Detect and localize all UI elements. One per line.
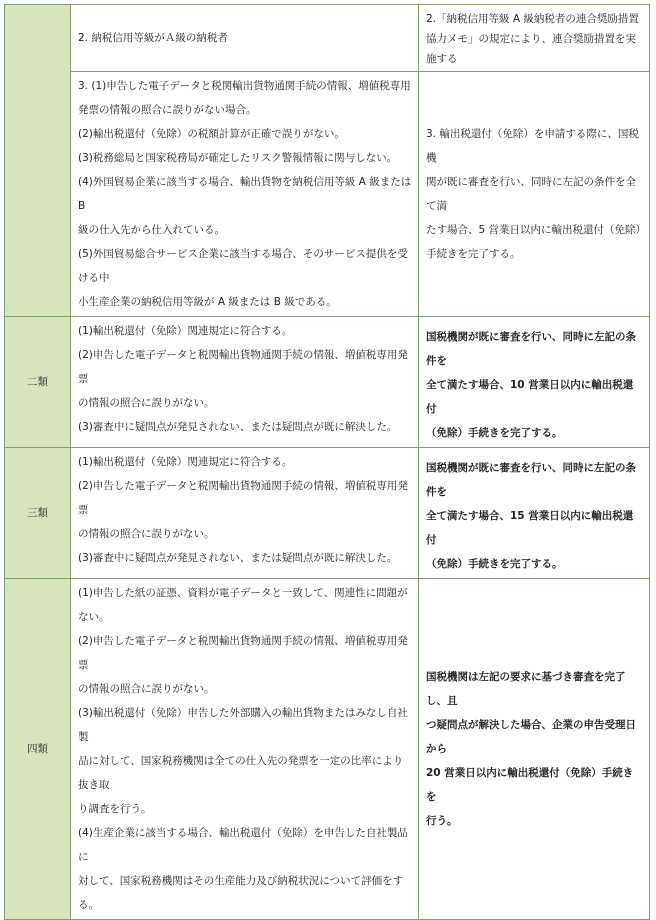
- condition-line: 対して、国家税務機関はその生産能力及び納税状況について評価をする。: [78, 875, 404, 911]
- condition-line: (4)生産企業に該当する場合、輸出税還付（免除）を申告した自社製品に: [78, 827, 408, 863]
- table-row: [5, 317, 650, 448]
- condition-line: 級の仕入先から仕入れている。: [78, 224, 225, 236]
- condition-line: 3. (1)申告した電子データと税関輸出貨物通関手続の情報、増値税専用: [78, 80, 411, 92]
- measures-cell: [419, 317, 650, 448]
- measure-line: つ疑問点が解決した場合、企業の申告受理日から: [426, 719, 636, 755]
- table-row: [5, 5, 650, 72]
- condition-line: (4)外国貿易企業に該当する場合、輸出貨物を納税信用等級 A 級または B: [78, 176, 412, 212]
- table-row: [5, 579, 650, 920]
- tax-rebate-table: [4, 4, 650, 920]
- conditions-cell: [71, 579, 419, 920]
- category-cell-2: 二類: [5, 317, 71, 448]
- condition-line: (2)申告した電子データと税関輸出貨物通関手続の情報、増値税専用発票: [78, 635, 408, 671]
- measure-line: 関が既に審査を行い、同時に左記の条件を全て満: [426, 176, 636, 212]
- condition-line: (2)申告した電子データと税関輸出貨物通関手続の情報、増値税専用発票: [78, 480, 408, 516]
- measure-line: （免除）手続きを完了する。: [426, 427, 563, 439]
- measure-line: （免除）手続きを完了する。: [426, 558, 563, 570]
- measures-cell: [419, 72, 650, 317]
- condition-line: (2)輸出税還付（免除）の税額計算が正確で誤りがない。: [78, 128, 345, 140]
- condition-line: (5)外国貿易総合サービス企業に該当する場合、そのサービス提供を受ける中: [78, 248, 408, 284]
- measures-cell: [419, 5, 650, 72]
- condition-line: (1)輸出税還付（免除）関連規定に符合する。: [78, 325, 293, 337]
- measures-cell: [419, 579, 650, 920]
- condition-line: (2)申告した電子データと税関輸出貨物通関手続の情報、増値税専用発票: [78, 349, 408, 385]
- measure-line: たす場合、5 営業日以内に輸出税還付（免除）: [426, 224, 647, 236]
- condition-line: の情報の照合に誤りがない。: [78, 528, 215, 540]
- measure-line: 手続きを完了する。: [426, 248, 521, 260]
- measures-cell: [419, 448, 650, 579]
- condition-line: (3)審査中に疑問点が発見されない、または疑問点が既に解決した。: [78, 421, 398, 433]
- measure-line: 協力メモ」の規定により、連合奨励措置を実施する: [426, 33, 636, 65]
- measure-line: 全て満たす場合、10 営業日以内に輸出税還付: [426, 379, 634, 415]
- table-row: [5, 72, 650, 317]
- measure-line: 国税機関が既に審査を行い、同時に左記の条件を: [426, 462, 636, 498]
- measure-line: 20 営業日以内に輸出税還付（免除）手続きを: [426, 767, 634, 803]
- condition-line: (3)審査中に疑問点が発見されない、または疑問点が既に解決した。: [78, 552, 398, 564]
- condition-line: 2. 納税信用等級がＡ級の納税者: [78, 32, 228, 44]
- condition-line: (1)輸出税還付（免除）関連規定に符合する。: [78, 456, 293, 468]
- condition-line: 品に対して、国家税務機関は全ての仕入先の発票を一定の比率により抜き取: [78, 755, 404, 791]
- table-row: [5, 448, 650, 579]
- condition-line: (1)申告した紙の証憑、資料が電子データと一致して、関連性に問題がない。: [78, 587, 408, 623]
- condition-line: 小生産企業の納税信用等級が A 級または B 級である。: [78, 296, 337, 308]
- condition-line: の情報の照合に誤りがない。: [78, 683, 215, 695]
- category-cell-1: [5, 5, 71, 317]
- conditions-cell: [71, 317, 419, 448]
- measure-line: 国税機関は左記の要求に基づき審査を完了し、且: [426, 671, 626, 707]
- condition-line: (3)税務総局と国家税務局が確定したリスク警報情報に関与しない。: [78, 152, 398, 164]
- measure-line: 国税機関が既に審査を行い、同時に左記の条件を: [426, 331, 636, 367]
- condition-line: り調査を行う。: [78, 803, 152, 815]
- condition-line: 発票の情報の照合に誤りがない場合。: [78, 104, 257, 116]
- measure-line: 2.「納税信用等級 A 級納税者の連合奨励措置: [426, 13, 639, 25]
- conditions-cell: [71, 5, 419, 72]
- category-cell-4: 四類: [5, 579, 71, 920]
- conditions-cell: [71, 72, 419, 317]
- measure-line: 行う。: [426, 815, 458, 827]
- measure-line: 3. 輸出税還付（免除）を申請する際に、国税機: [426, 128, 639, 164]
- condition-line: の情報の照合に誤りがない。: [78, 397, 215, 409]
- conditions-cell: [71, 448, 419, 579]
- condition-line: (3)輸出税還付（免除）申告した外部購入の輸出貨物またはみなし自社製: [78, 707, 408, 743]
- measure-line: 全て満たす場合、15 営業日以内に輸出税還付: [426, 510, 634, 546]
- category-cell-3: 三類: [5, 448, 71, 579]
